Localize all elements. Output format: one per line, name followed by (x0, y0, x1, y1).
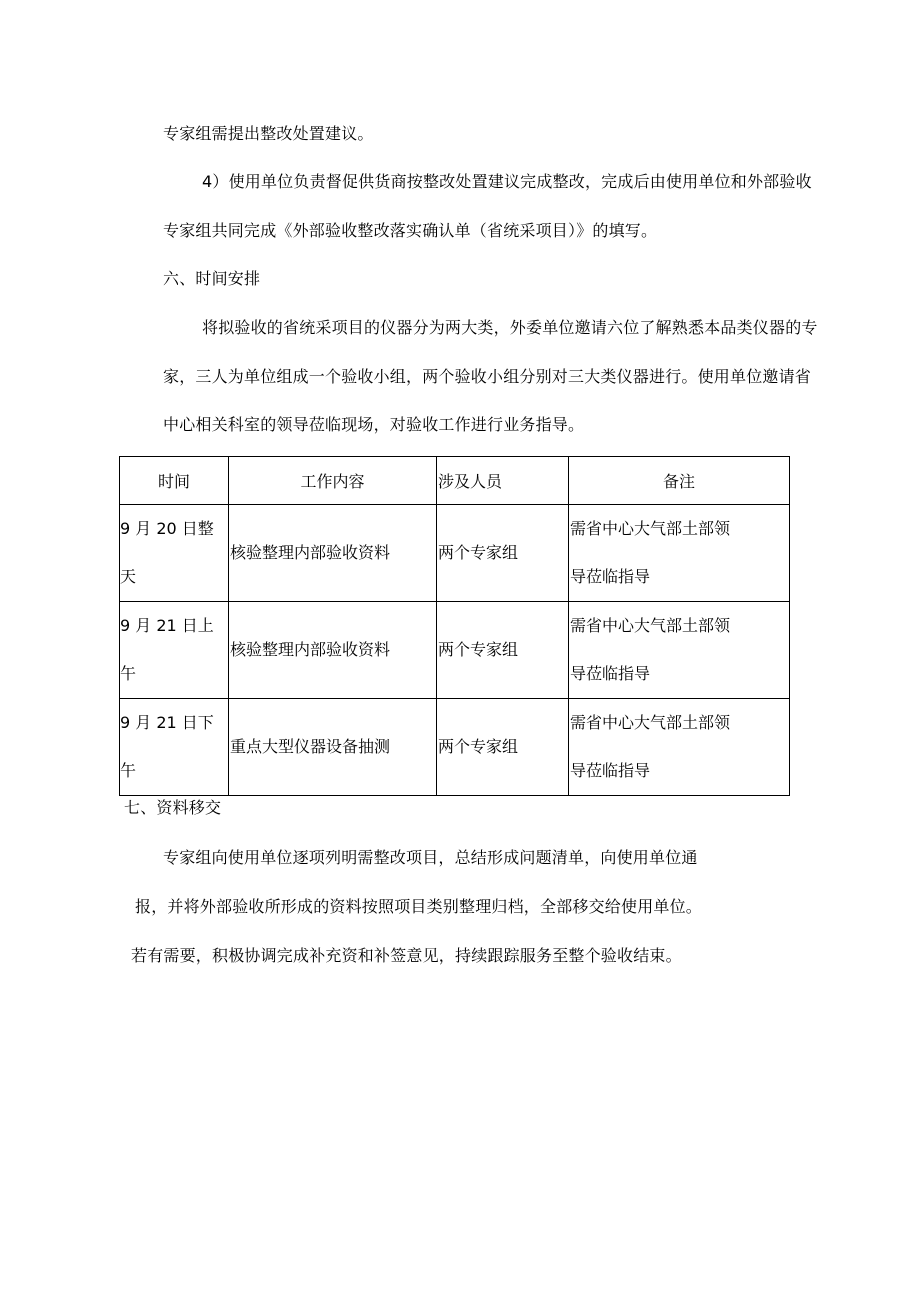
paragraph-line: 若有需要，积极协调完成补充资和补签意见，持续跟踪服务至整个验收结束。 (131, 946, 682, 965)
paragraph-line: 专家组向使用单位逐项列明需整改项目，总结形成问题清单，向使用单位通 (163, 848, 698, 867)
cell-text: 需省中心大气部土部领 (570, 616, 731, 635)
cell-people: 两个专家组 (437, 505, 569, 602)
section-heading: 六、时间安排 (163, 269, 261, 288)
cell-text: 导莅临指导 (570, 664, 651, 683)
paragraph-line: 家，三人为单位组成一个验收小组，两个验收小组分别对三大类仪器进行。使用单位邀请省 (163, 367, 812, 386)
paragraph-line: 4）使用单位负责督促供货商按整改处置建议完成整改，完成后由使用单位和外部验收 (202, 172, 812, 191)
cell-text: 午 (120, 664, 137, 683)
cell-text: 需省中心大气部土部领 (570, 713, 731, 732)
cell-text: 导莅临指导 (570, 567, 651, 586)
paragraph-line: 专家组共同完成《外部验收整改落实确认单（省统采项目）》的填写。 (163, 221, 658, 240)
cell-text: 需省中心大气部土部领 (570, 519, 731, 538)
schedule-table (119, 456, 790, 796)
cell-remark (569, 602, 790, 699)
cell-content: 核验整理内部验收资料 (229, 602, 437, 699)
cell-content: 核验整理内部验收资料 (229, 505, 437, 602)
cell-time (120, 505, 229, 602)
cell-content: 重点大型仪器设备抽测 (229, 699, 437, 796)
section-heading: 七、资料移交 (124, 798, 222, 817)
table-row (120, 505, 790, 602)
cell-text: 午 (120, 761, 137, 780)
cell-text: 9 月 20 日整 (120, 519, 214, 538)
cell-time (120, 699, 229, 796)
table-row (120, 699, 790, 796)
header-time: 时间 (120, 457, 229, 505)
paragraph-line: 报，并将外部验收所形成的资料按照项目类别整理归档，全部移交给使用单位。 (135, 897, 703, 916)
paragraph-line: 中心相关科室的领导莅临现场，对验收工作进行业务指导。 (163, 415, 585, 434)
cell-time (120, 602, 229, 699)
header-people: 涉及人员 (437, 457, 569, 505)
header-remark: 备注 (569, 457, 790, 505)
header-content: 工作内容 (229, 457, 437, 505)
cell-text: 天 (120, 567, 137, 586)
cell-remark (569, 699, 790, 796)
paragraph-line: 专家组需提出整改处置建议。 (163, 124, 374, 143)
paragraph-line: 将拟验收的省统采项目的仪器分为两大类，外委单位邀请六位了解熟悉本品类仪器的专 (202, 318, 818, 337)
cell-text: 导莅临指导 (570, 761, 651, 780)
table-header-row (120, 457, 790, 505)
table-row (120, 602, 790, 699)
cell-people: 两个专家组 (437, 602, 569, 699)
cell-remark (569, 505, 790, 602)
cell-text: 9 月 21 日下 (120, 713, 214, 732)
cell-text: 9 月 21 日上 (120, 616, 214, 635)
cell-people: 两个专家组 (437, 699, 569, 796)
